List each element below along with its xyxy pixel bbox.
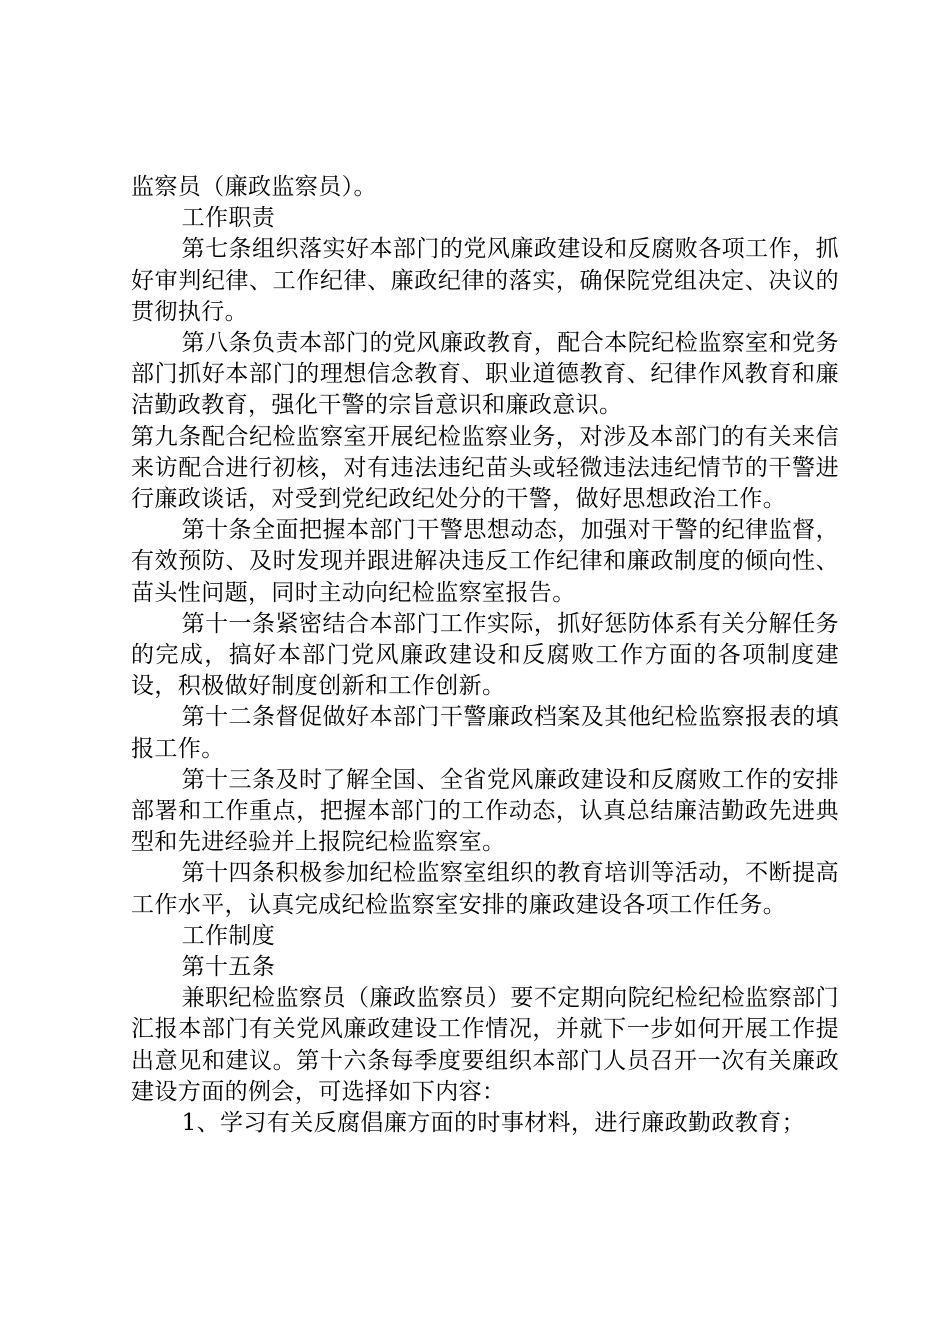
section-heading-duties: 工作职责 [181, 205, 276, 232]
article-14: 第十四条积极参加纪检监察室组织的教育培训等活动，不断提高工作水平，认真完成纪检监察室安排的廉政建设各项工作任务。 [131, 860, 839, 918]
document-body [131, 172, 839, 1139]
article-10: 第十条全面把握本部门干警思想动态，加强对干警的纪律监督，有效预防、及时发现并跟进解决违反工作纪律和廉政制度的倾向性、苗头性问题，同时主动向纪检监察室报告。 [131, 517, 839, 606]
article-13: 第十三条及时了解全国、全省党风廉政建设和反腐败工作的安排部署和工作重点，把握本部门的工作动态，认真总结廉洁勤政先进典型和先进经验并上报院纪检监察室。 [131, 766, 839, 856]
article-9: 第九条配合纪检监察室开展纪检监察业务，对涉及本部门的有关来信来访配合进行初核，对有违法违纪苗头或轻微违法违纪情节的干警进行廉政谈话，对受到党纪政纪处分的干警，做好思想政治工作。 [131, 423, 839, 513]
article-15-title: 第十五条 [181, 954, 276, 981]
article-7: 第七条组织落实好本部门的党风廉政建设和反腐败各项工作，抓好审判纪律、工作纪律、廉政纪律的落实，确保院党组决定、决议的贯彻执行。 [131, 236, 839, 325]
article-8: 第八条负责本部门的党风廉政教育，配合本院纪检监察室和党务部门抓好本部门的理想信念教育、职业道德教育、纪律作风教育和廉洁勤政教育，强化干警的宗旨意识和廉政意识。 [131, 330, 839, 419]
article-15-body: 兼职纪检监察员（廉政监察员）要不定期向院纪检纪检监察部门汇报本部门有关党风廉政建设工作情况，并就下一步如何开展工作提出意见和建议。第十六条每季度要组织本部门人员召开一次有关廉政建设方面的例会，可选择如下内容： [131, 985, 839, 1105]
list-item-1: 1、学习有关反腐倡廉方面的时事材料，进行廉政勤政教育； [181, 1110, 806, 1137]
section-heading-system: 工作制度 [181, 922, 276, 949]
article-11: 第十一条紧密结合本部门工作实际，抓好惩防体系有关分解任务的完成，搞好本部门党风廉政建设和反腐败工作方面的各项制度建设，积极做好制度创新和工作创新。 [131, 610, 839, 700]
article-12: 第十二条督促做好本部门干警廉政档案及其他纪检监察报表的填报工作。 [131, 704, 839, 762]
paragraph-0: 监察员（廉政监察员）。 [131, 174, 377, 200]
